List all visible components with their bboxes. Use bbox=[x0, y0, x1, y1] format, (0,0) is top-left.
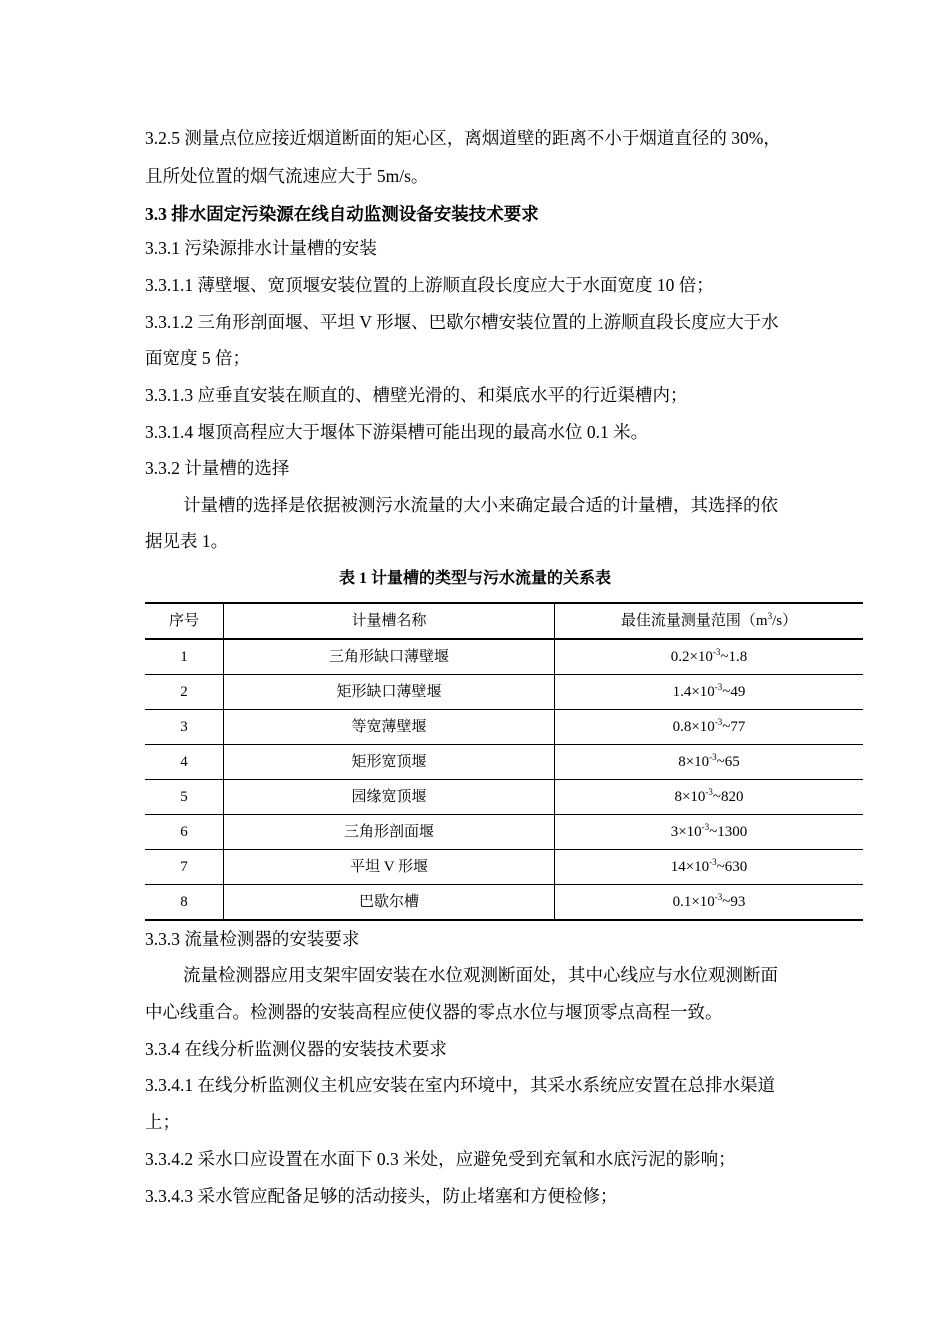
header-range: 最佳流量测量范围$(m^3/s)$ bbox=[620, 611, 798, 629]
table-header-row bbox=[145, 603, 863, 639]
cell-name: 矩形缺口薄壁堰 bbox=[224, 675, 555, 710]
table-row bbox=[145, 745, 863, 780]
cell-name: 园缘宽顶堰 bbox=[224, 780, 555, 815]
para-3-3-1-4: 3.3.1.4 堰顶高程应大于堰体下游渠槽可能出现的最高水位 0.1 米。 bbox=[145, 422, 649, 442]
cell-no: 2 bbox=[145, 675, 224, 710]
cell-range: $8\times 10^{-3}\sim 820$ bbox=[674, 787, 744, 805]
cell-range: $0.2\times 10^{-3}\sim 1.8$ bbox=[670, 647, 748, 665]
cell-no: 4 bbox=[145, 745, 224, 780]
para-3-3-3-line1: 流量检测器应用支架牢固安装在水位观测断面处，其中心线应与水位观测断面 bbox=[183, 965, 778, 985]
table-row bbox=[145, 815, 863, 850]
para-3-3-1-3: 3.3.1.3 应垂直安装在顺直的、槽壁光滑的、和渠底水平的行近渠槽内； bbox=[145, 385, 688, 405]
para-3-3-1-1: 3.3.1.1 薄壁堰、宽顶堰安装位置的上游顺直段长度应大于水面宽度 10 倍； bbox=[145, 275, 714, 295]
para-3-2-5-line1: 3.2.5 测量点位应接近烟道断面的矩心区，离烟道壁的距离不小于烟道直径的 30%， bbox=[145, 128, 781, 148]
subheading-3-3-4: 3.3.4 在线分析监测仪器的安装技术要求 bbox=[145, 1039, 447, 1059]
header-no: 序号 bbox=[145, 603, 224, 639]
subheading-3-3-2: 3.3.2 计量槽的选择 bbox=[145, 458, 290, 478]
cell-range: $1.4\times 10^{-3}\sim 49$ bbox=[672, 682, 746, 700]
table-row bbox=[145, 850, 863, 885]
para-3-2-5-line2: 且所处位置的烟气流速应大于 5m/s。 bbox=[145, 166, 429, 186]
para-3-3-2-line2: 据见表 1。 bbox=[145, 531, 229, 551]
para-3-3-1-2-line1: 3.3.1.2 三角形剖面堰、平坦 V 形堰、巴歇尔槽安装位置的上游顺直段长度应大于水 bbox=[145, 312, 779, 332]
cell-range: $0.8\times 10^{-3}\sim 77$ bbox=[672, 717, 746, 735]
cell-no: 1 bbox=[145, 639, 224, 675]
cell-name: 等宽薄壁堰 bbox=[224, 710, 555, 745]
cell-no: 3 bbox=[145, 710, 224, 745]
cell-range: $14\times 10^{-3}\sim 630$ bbox=[670, 857, 748, 875]
cell-name: 平坦 V 形堰 bbox=[224, 850, 555, 885]
cell-name: 三角形剖面堰 bbox=[224, 815, 555, 850]
cell-range: $0.1\times 10^{-3}\sim 93$ bbox=[672, 892, 746, 910]
para-3-3-3-line2: 中心线重合。检测器的安装高程应使仪器的零点水位与堰顶零点高程一致。 bbox=[145, 1002, 723, 1022]
table-row bbox=[145, 639, 863, 675]
cell-name: 矩形宽顶堰 bbox=[224, 745, 555, 780]
cell-no: 8 bbox=[145, 885, 224, 921]
cell-no: 7 bbox=[145, 850, 224, 885]
table-row bbox=[145, 780, 863, 815]
cell-name: 巴歇尔槽 bbox=[224, 885, 555, 921]
table-row bbox=[145, 885, 863, 921]
para-3-3-2-line1: 计量槽的选择是依据被测污水流量的大小来确定最合适的计量槽，其选择的依 bbox=[183, 495, 778, 515]
para-3-3-4-1-line2: 上； bbox=[145, 1112, 180, 1132]
header-name: 计量槽名称 bbox=[224, 603, 555, 639]
cell-name: 三角形缺口薄壁堰 bbox=[224, 639, 555, 675]
subheading-3-3-3: 3.3.3 流量检测器的安装要求 bbox=[145, 929, 360, 949]
para-3-3-4-3: 3.3.4.3 采水管应配备足够的活动接头，防止堵塞和方便检修； bbox=[145, 1186, 618, 1206]
para-3-3-4-2: 3.3.4.2 采水口应设置在水面下 0.3 米处，应避免受到充氧和水底污泥的影响； bbox=[145, 1149, 736, 1169]
cell-no: 6 bbox=[145, 815, 224, 850]
table-caption: 表 1 计量槽的类型与污水流量的关系表 bbox=[338, 570, 611, 587]
table-row bbox=[145, 710, 863, 745]
table-row bbox=[145, 675, 863, 710]
flume-table bbox=[145, 602, 863, 921]
para-3-3-1-2-line2: 面宽度 5 倍； bbox=[145, 348, 250, 368]
subheading-3-3-1: 3.3.1 污染源排水计量槽的安装 bbox=[145, 238, 377, 258]
cell-range: $8\times 10^{-3}\sim 65$ bbox=[678, 752, 740, 770]
section-heading-3-3: 3.3 排水固定污染源在线自动监测设备安装技术要求 bbox=[145, 204, 539, 224]
cell-no: 5 bbox=[145, 780, 224, 815]
cell-range: $3\times 10^{-3}\sim 1300$ bbox=[670, 822, 748, 840]
para-3-3-4-1-line1: 3.3.4.1 在线分析监测仪主机应安装在室内环境中，其采水系统应安置在总排水渠道 bbox=[145, 1075, 775, 1095]
